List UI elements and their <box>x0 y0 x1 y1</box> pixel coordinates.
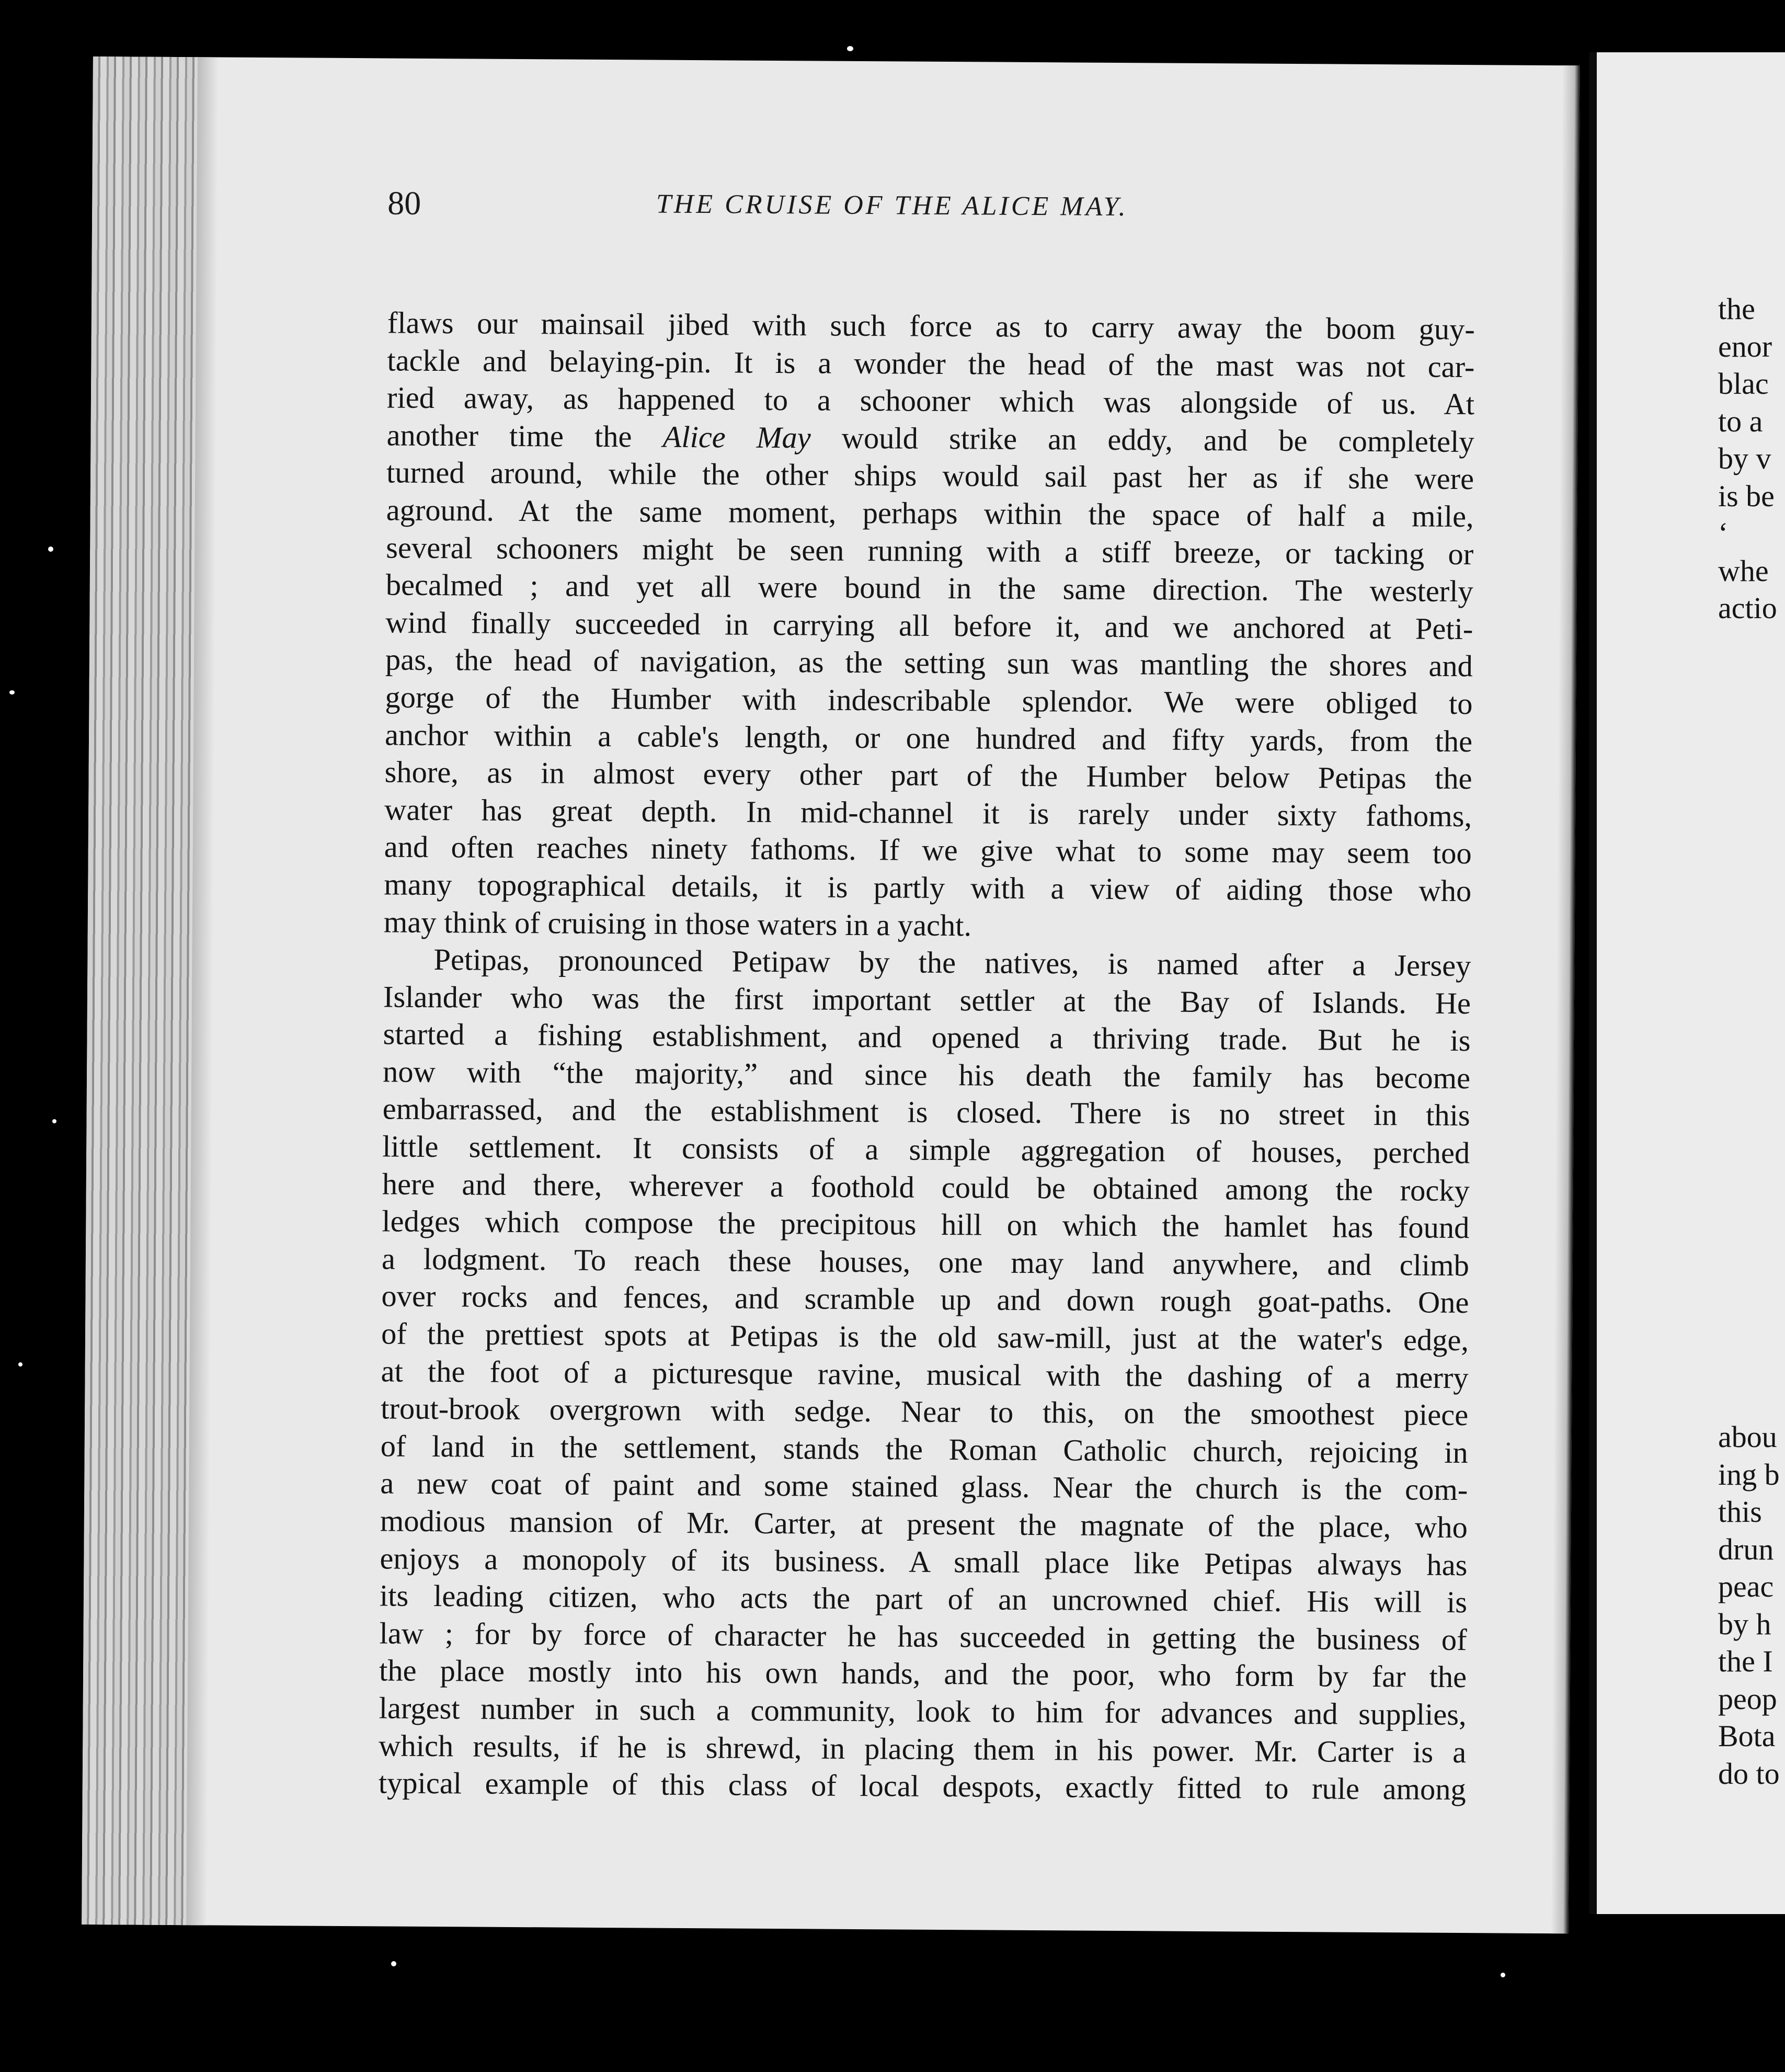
text-line: many topographical details, it is partly with a view of aiding those who <box>384 867 1472 908</box>
text-line: gorge of the Humber with indescribable splendor. We were obliged to <box>385 680 1473 721</box>
right-page-bottom-fragments <box>1718 1418 1780 1792</box>
page-number: 80 <box>387 184 421 222</box>
left-page <box>82 56 1580 1933</box>
text-line: ledges which compose the precipitous hill on which the hamlet has found <box>382 1204 1470 1245</box>
text-line: shore, as in almost every other part of the Humber below Petipas the <box>384 755 1472 796</box>
dust-speck <box>9 690 15 695</box>
dust-speck <box>391 1961 396 1966</box>
running-title: THE CRUISE OF THE ALICE MAY. <box>656 189 1128 222</box>
fragment-line: abou <box>1718 1420 1777 1454</box>
text-line: modious mansion of Mr. Carter, at present the magnate of the place, who <box>380 1504 1468 1545</box>
page-gutter <box>1551 65 1580 1933</box>
text-line: becalmed ; and yet all were bound in the same direction. The westerly <box>385 567 1474 609</box>
text-line: tackle and belaying-pin. It is a wonder the head of the mast was not car- <box>387 343 1475 384</box>
fragment-line: do to <box>1718 1756 1780 1791</box>
paragraph-start-line: Petipas, pronounced Petipaw by the natives, is named after a Jersey <box>433 942 1471 983</box>
text-line: flaws our mainsail jibed with such force as to carry away the boom guy- <box>387 305 1475 347</box>
text-line: little settlement. It consists of a simple aggregation of houses, perched <box>382 1129 1470 1170</box>
text-line: pas, the head of navigation, as the setting sun was mantling the shores and <box>385 642 1473 684</box>
fragment-line: actio <box>1718 591 1777 625</box>
text-line: of the prettiest spots at Petipas is the old saw-mill, just at the water's edge, <box>381 1316 1469 1358</box>
body-text <box>379 304 1475 1808</box>
dust-speck <box>18 1362 22 1367</box>
text-line: enjoys a monopoly of its business. A small place like Petipas always has <box>380 1541 1468 1582</box>
dust-speck <box>52 1119 56 1123</box>
text-line: now with “the majority,” and since his death the family has become <box>382 1054 1471 1096</box>
fragment-line: by v <box>1718 441 1771 475</box>
text-line: started a fishing establishment, and opened a thriving trade. But he is <box>383 1017 1471 1058</box>
fragment-line: peac <box>1718 1569 1774 1603</box>
fragment-line: whe <box>1718 553 1769 588</box>
text-line: several schooners might be seen running with a stiff breeze, or tacking or <box>386 530 1474 571</box>
text-line: over rocks and fences, and scramble up and down rough goat-paths. One <box>381 1279 1469 1320</box>
text-line: wind finally succeeded in carrying all before it, and we anchored at Peti- <box>385 605 1473 646</box>
fragment-line: drun <box>1718 1532 1774 1566</box>
dust-speck <box>48 547 53 552</box>
fragment-line: by h <box>1718 1607 1771 1641</box>
text-line: ried away, as happened to a schooner which was alongside of us. At <box>386 380 1475 422</box>
right-page-top-fragments <box>1718 290 1777 627</box>
text-line: may think of cruising in those waters in a yacht. <box>383 904 972 942</box>
page-edges <box>82 56 198 1925</box>
ship-name-italic: Alice May <box>662 419 811 455</box>
text-line: typical example of this class of local despots, exactly fitted to rule among <box>378 1766 1467 1807</box>
text-line: its leading citizen, who acts the part of an uncrowned chief. His will is <box>379 1578 1468 1620</box>
right-page-fragment <box>1589 52 1785 1914</box>
dust-speck <box>847 46 853 51</box>
fragment-line: the I <box>1718 1644 1773 1678</box>
text-line: turned around, while the other ships would sail past her as if she were <box>386 455 1474 496</box>
text-line: a lodgment. To reach these houses, one may land anywhere, and climb <box>381 1242 1470 1282</box>
fragment-line: is be <box>1718 479 1775 513</box>
text-line: the place mostly into his own hands, and the poor, who form by far the <box>379 1653 1467 1694</box>
page-header <box>387 184 1350 236</box>
text-line: of land in the settlement, stands the Roman Catholic church, rejoicing in <box>380 1429 1468 1470</box>
fragment-line: peop <box>1718 1681 1777 1716</box>
text-line <box>386 416 1474 460</box>
fragment-line: the <box>1718 292 1755 326</box>
text-line: here and there, wherever a foothold could be obtained among the rocky <box>382 1167 1470 1208</box>
fragment-line: this <box>1718 1495 1762 1529</box>
text-run: another time the <box>386 418 632 454</box>
fragment-line: blac <box>1718 367 1769 401</box>
text-line: at the foot of a picturesque ravine, musical with the dashing of a merry <box>381 1354 1469 1395</box>
text-line: largest number in such a community, look to him for advances and supplies, <box>379 1691 1467 1732</box>
text-line: embarrassed, and the establishment is closed. There is no street in this <box>382 1091 1470 1133</box>
text-run: would strike an eddy, and be completely <box>841 420 1474 459</box>
text-line: which results, if he is shrewd, in placing them in his power. Mr. Carter is a <box>379 1728 1467 1769</box>
text-line: water has great depth. In mid-channel it is rarely under sixty fathoms, <box>384 792 1472 833</box>
fragment-line: to a <box>1718 404 1763 438</box>
text-line: trout-brook overgrown with sedge. Near to this, on the smoothest piece <box>381 1391 1469 1432</box>
fragment-line: Bota <box>1718 1719 1776 1753</box>
dust-speck <box>1501 1973 1505 1977</box>
text-line: Islander who was the first important settler at the Bay of Islands. He <box>383 980 1471 1020</box>
fragment-line: enor <box>1718 329 1772 363</box>
fragment-line: ing b <box>1718 1457 1780 1492</box>
text-line: anchor within a cable's length, or one hundred and fifty yards, from the <box>384 717 1473 758</box>
text-line: and often reaches ninety fathoms. If we give what to some may seem too <box>384 829 1472 871</box>
text-line: a new coat of paint and some stained glass. Near the church is the com- <box>380 1466 1468 1507</box>
text-line: law ; for by force of character he has succeeded in getting the business of <box>379 1616 1467 1657</box>
text-line: aground. At the same moment, perhaps within the space of half a mile, <box>386 493 1474 534</box>
fragment-line: ‘ <box>1718 516 1729 550</box>
